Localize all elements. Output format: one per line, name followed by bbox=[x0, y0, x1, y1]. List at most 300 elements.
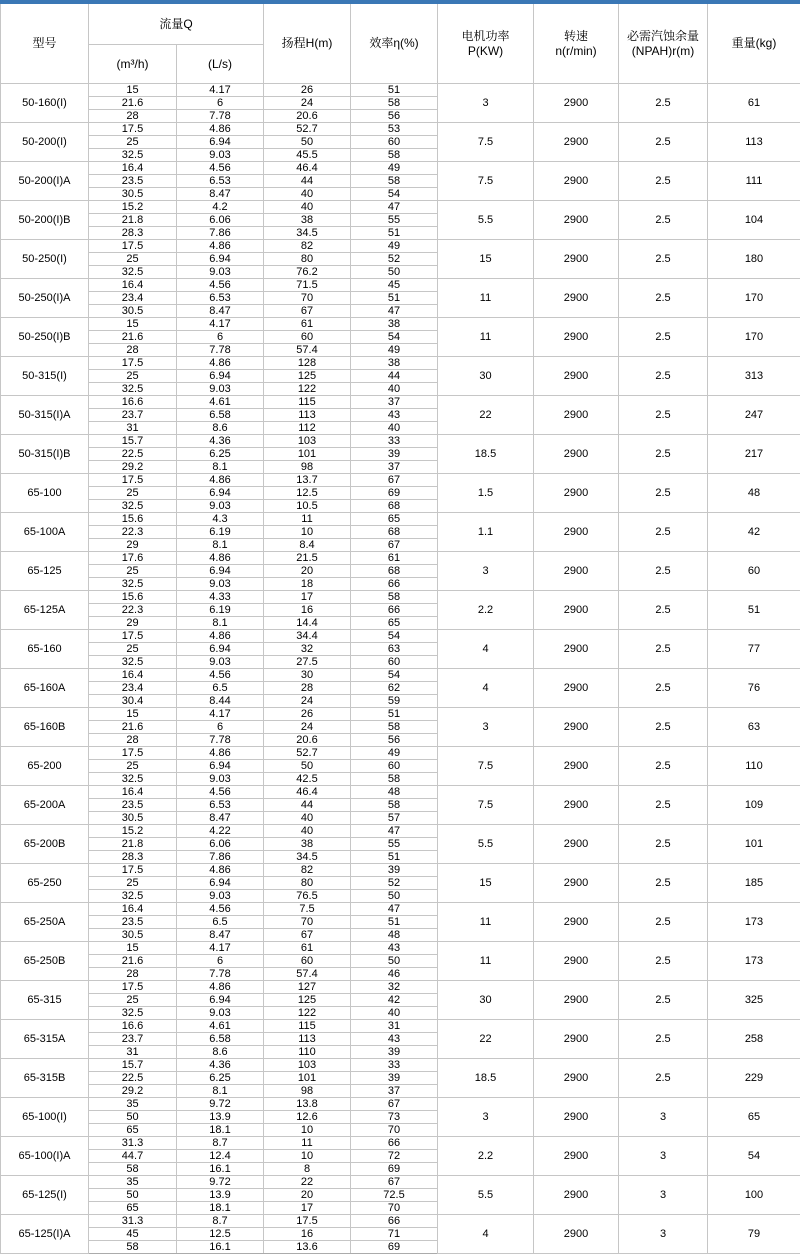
power-cell: 4 bbox=[438, 1215, 534, 1254]
flow-m3h-cell: 17.6 bbox=[89, 552, 177, 565]
head-cell: 103 bbox=[264, 435, 351, 448]
table-row bbox=[1, 1215, 800, 1228]
flow-m3h-cell: 30.5 bbox=[89, 188, 177, 201]
flow-ls-cell: 7.78 bbox=[177, 110, 264, 123]
header-npsh bbox=[619, 2, 708, 84]
header-efficiency: 效率η(%) bbox=[351, 2, 438, 84]
flow-m3h-cell: 25 bbox=[89, 487, 177, 500]
npsh-cell: 2.5 bbox=[619, 591, 708, 630]
head-cell: 22 bbox=[264, 1176, 351, 1189]
head-cell: 110 bbox=[264, 1046, 351, 1059]
npsh-cell: 2.5 bbox=[619, 318, 708, 357]
npsh-cell: 2.5 bbox=[619, 864, 708, 903]
flow-ls-cell: 6.94 bbox=[177, 136, 264, 149]
header-flow-group: 流量Q bbox=[89, 2, 264, 45]
npsh-cell: 2.5 bbox=[619, 747, 708, 786]
weight-cell: 63 bbox=[708, 708, 800, 747]
efficiency-cell: 68 bbox=[351, 500, 438, 513]
flow-ls-cell: 9.03 bbox=[177, 500, 264, 513]
weight-cell: 60 bbox=[708, 552, 800, 591]
flow-ls-cell: 4.86 bbox=[177, 240, 264, 253]
model-cell: 50-250(I)A bbox=[1, 279, 89, 318]
head-cell: 16 bbox=[264, 1228, 351, 1241]
power-cell: 5.5 bbox=[438, 1176, 534, 1215]
table-row bbox=[1, 552, 800, 565]
model-cell: 65-160A bbox=[1, 669, 89, 708]
flow-ls-cell: 9.03 bbox=[177, 656, 264, 669]
flow-ls-cell: 6.53 bbox=[177, 175, 264, 188]
flow-m3h-cell: 15 bbox=[89, 84, 177, 97]
efficiency-cell: 70 bbox=[351, 1202, 438, 1215]
model-cell: 65-315B bbox=[1, 1059, 89, 1098]
npsh-cell: 2.5 bbox=[619, 123, 708, 162]
flow-m3h-cell: 32.5 bbox=[89, 500, 177, 513]
header-flow-m3h: (m³/h) bbox=[89, 45, 177, 84]
flow-m3h-cell: 30.5 bbox=[89, 929, 177, 942]
flow-m3h-cell: 25 bbox=[89, 370, 177, 383]
efficiency-cell: 59 bbox=[351, 695, 438, 708]
power-cell: 7.5 bbox=[438, 786, 534, 825]
flow-ls-cell: 8.1 bbox=[177, 1085, 264, 1098]
efficiency-cell: 57 bbox=[351, 812, 438, 825]
header-row-1 bbox=[1, 2, 800, 45]
head-cell: 122 bbox=[264, 383, 351, 396]
head-cell: 61 bbox=[264, 318, 351, 331]
flow-m3h-cell: 15.6 bbox=[89, 591, 177, 604]
head-cell: 28 bbox=[264, 682, 351, 695]
power-cell: 1.1 bbox=[438, 513, 534, 552]
weight-cell: 76 bbox=[708, 669, 800, 708]
efficiency-cell: 45 bbox=[351, 279, 438, 292]
efficiency-cell: 31 bbox=[351, 1020, 438, 1033]
flow-m3h-cell: 15 bbox=[89, 942, 177, 955]
table-row bbox=[1, 1098, 800, 1111]
head-cell: 82 bbox=[264, 864, 351, 877]
head-cell: 34.5 bbox=[264, 227, 351, 240]
efficiency-cell: 40 bbox=[351, 383, 438, 396]
flow-ls-cell: 4.17 bbox=[177, 942, 264, 955]
head-cell: 16 bbox=[264, 604, 351, 617]
table-row bbox=[1, 630, 800, 643]
flow-m3h-cell: 17.5 bbox=[89, 630, 177, 643]
npsh-cell: 2.5 bbox=[619, 942, 708, 981]
speed-cell: 2900 bbox=[534, 747, 619, 786]
speed-cell: 2900 bbox=[534, 279, 619, 318]
flow-ls-cell: 4.36 bbox=[177, 1059, 264, 1072]
efficiency-cell: 53 bbox=[351, 123, 438, 136]
head-cell: 24 bbox=[264, 97, 351, 110]
efficiency-cell: 40 bbox=[351, 422, 438, 435]
efficiency-cell: 69 bbox=[351, 1241, 438, 1254]
npsh-cell: 2.5 bbox=[619, 669, 708, 708]
head-cell: 115 bbox=[264, 1020, 351, 1033]
table-row bbox=[1, 942, 800, 955]
efficiency-cell: 37 bbox=[351, 1085, 438, 1098]
flow-ls-cell: 9.03 bbox=[177, 578, 264, 591]
head-cell: 52.7 bbox=[264, 747, 351, 760]
npsh-cell: 2.5 bbox=[619, 396, 708, 435]
weight-cell: 61 bbox=[708, 84, 800, 123]
head-cell: 45.5 bbox=[264, 149, 351, 162]
speed-cell: 2900 bbox=[534, 513, 619, 552]
head-cell: 80 bbox=[264, 877, 351, 890]
head-cell: 10 bbox=[264, 1124, 351, 1137]
head-cell: 24 bbox=[264, 721, 351, 734]
flow-ls-cell: 9.03 bbox=[177, 890, 264, 903]
flow-m3h-cell: 45 bbox=[89, 1228, 177, 1241]
efficiency-cell: 58 bbox=[351, 721, 438, 734]
head-cell: 82 bbox=[264, 240, 351, 253]
flow-m3h-cell: 21.6 bbox=[89, 721, 177, 734]
flow-m3h-cell: 25 bbox=[89, 760, 177, 773]
flow-ls-cell: 8.47 bbox=[177, 929, 264, 942]
spec-table-body bbox=[1, 84, 800, 1254]
flow-ls-cell: 4.86 bbox=[177, 630, 264, 643]
flow-m3h-cell: 32.5 bbox=[89, 149, 177, 162]
head-cell: 80 bbox=[264, 253, 351, 266]
efficiency-cell: 61 bbox=[351, 552, 438, 565]
head-cell: 98 bbox=[264, 1085, 351, 1098]
efficiency-cell: 47 bbox=[351, 825, 438, 838]
head-cell: 21.5 bbox=[264, 552, 351, 565]
head-cell: 113 bbox=[264, 1033, 351, 1046]
power-cell: 4 bbox=[438, 669, 534, 708]
npsh-cell: 2.5 bbox=[619, 162, 708, 201]
efficiency-cell: 69 bbox=[351, 1163, 438, 1176]
head-cell: 128 bbox=[264, 357, 351, 370]
head-cell: 61 bbox=[264, 942, 351, 955]
head-cell: 34.5 bbox=[264, 851, 351, 864]
flow-ls-cell: 6 bbox=[177, 721, 264, 734]
flow-ls-cell: 6.25 bbox=[177, 448, 264, 461]
power-cell: 5.5 bbox=[438, 825, 534, 864]
flow-m3h-cell: 23.5 bbox=[89, 175, 177, 188]
head-cell: 10 bbox=[264, 1150, 351, 1163]
flow-ls-cell: 6.94 bbox=[177, 994, 264, 1007]
flow-ls-cell: 4.86 bbox=[177, 747, 264, 760]
speed-cell: 2900 bbox=[534, 942, 619, 981]
flow-m3h-cell: 15.6 bbox=[89, 513, 177, 526]
head-cell: 50 bbox=[264, 760, 351, 773]
flow-ls-cell: 8.1 bbox=[177, 461, 264, 474]
header-power bbox=[438, 2, 534, 84]
flow-ls-cell: 4.86 bbox=[177, 864, 264, 877]
table-row bbox=[1, 1020, 800, 1033]
npsh-cell: 2.5 bbox=[619, 513, 708, 552]
flow-ls-cell: 8.47 bbox=[177, 305, 264, 318]
flow-m3h-cell: 16.4 bbox=[89, 903, 177, 916]
table-row bbox=[1, 708, 800, 721]
efficiency-cell: 54 bbox=[351, 669, 438, 682]
flow-m3h-cell: 22.3 bbox=[89, 526, 177, 539]
table-row bbox=[1, 474, 800, 487]
efficiency-cell: 66 bbox=[351, 1215, 438, 1228]
header-power-line1: 电机功率 bbox=[461, 28, 510, 43]
table-row bbox=[1, 1059, 800, 1072]
efficiency-cell: 73 bbox=[351, 1111, 438, 1124]
npsh-cell: 2.5 bbox=[619, 357, 708, 396]
head-cell: 17.5 bbox=[264, 1215, 351, 1228]
flow-m3h-cell: 23.5 bbox=[89, 799, 177, 812]
efficiency-cell: 51 bbox=[351, 851, 438, 864]
head-cell: 8 bbox=[264, 1163, 351, 1176]
efficiency-cell: 51 bbox=[351, 292, 438, 305]
efficiency-cell: 47 bbox=[351, 201, 438, 214]
flow-m3h-cell: 16.4 bbox=[89, 279, 177, 292]
flow-m3h-cell: 31.3 bbox=[89, 1137, 177, 1150]
flow-ls-cell: 8.6 bbox=[177, 1046, 264, 1059]
flow-ls-cell: 9.72 bbox=[177, 1176, 264, 1189]
header-head: 扬程H(m) bbox=[264, 2, 351, 84]
head-cell: 113 bbox=[264, 409, 351, 422]
flow-ls-cell: 7.78 bbox=[177, 734, 264, 747]
efficiency-cell: 67 bbox=[351, 1098, 438, 1111]
head-cell: 20 bbox=[264, 565, 351, 578]
weight-cell: 77 bbox=[708, 630, 800, 669]
flow-m3h-cell: 32.5 bbox=[89, 578, 177, 591]
flow-ls-cell: 6.58 bbox=[177, 1033, 264, 1046]
efficiency-cell: 50 bbox=[351, 955, 438, 968]
model-cell: 65-125(I) bbox=[1, 1176, 89, 1215]
efficiency-cell: 47 bbox=[351, 903, 438, 916]
efficiency-cell: 67 bbox=[351, 1176, 438, 1189]
efficiency-cell: 51 bbox=[351, 708, 438, 721]
model-cell: 65-125(I)A bbox=[1, 1215, 89, 1254]
flow-m3h-cell: 21.8 bbox=[89, 214, 177, 227]
efficiency-cell: 50 bbox=[351, 266, 438, 279]
weight-cell: 65 bbox=[708, 1098, 800, 1137]
flow-m3h-cell: 21.8 bbox=[89, 838, 177, 851]
efficiency-cell: 58 bbox=[351, 591, 438, 604]
model-cell: 65-315 bbox=[1, 981, 89, 1020]
efficiency-cell: 51 bbox=[351, 84, 438, 97]
model-cell: 65-315A bbox=[1, 1020, 89, 1059]
flow-m3h-cell: 32.5 bbox=[89, 266, 177, 279]
speed-cell: 2900 bbox=[534, 1020, 619, 1059]
model-cell: 65-160B bbox=[1, 708, 89, 747]
efficiency-cell: 38 bbox=[351, 357, 438, 370]
flow-m3h-cell: 17.5 bbox=[89, 981, 177, 994]
table-row bbox=[1, 786, 800, 799]
efficiency-cell: 60 bbox=[351, 760, 438, 773]
head-cell: 40 bbox=[264, 825, 351, 838]
head-cell: 57.4 bbox=[264, 968, 351, 981]
flow-m3h-cell: 15.7 bbox=[89, 1059, 177, 1072]
table-row bbox=[1, 864, 800, 877]
power-cell: 18.5 bbox=[438, 435, 534, 474]
head-cell: 127 bbox=[264, 981, 351, 994]
flow-ls-cell: 12.5 bbox=[177, 1228, 264, 1241]
efficiency-cell: 39 bbox=[351, 1072, 438, 1085]
efficiency-cell: 65 bbox=[351, 617, 438, 630]
weight-cell: 325 bbox=[708, 981, 800, 1020]
efficiency-cell: 55 bbox=[351, 838, 438, 851]
flow-ls-cell: 4.56 bbox=[177, 279, 264, 292]
table-row bbox=[1, 513, 800, 526]
power-cell: 1.5 bbox=[438, 474, 534, 513]
speed-cell: 2900 bbox=[534, 1176, 619, 1215]
weight-cell: 173 bbox=[708, 903, 800, 942]
flow-ls-cell: 8.1 bbox=[177, 539, 264, 552]
flow-m3h-cell: 44.7 bbox=[89, 1150, 177, 1163]
weight-cell: 247 bbox=[708, 396, 800, 435]
flow-ls-cell: 8.47 bbox=[177, 812, 264, 825]
flow-ls-cell: 6.5 bbox=[177, 916, 264, 929]
weight-cell: 170 bbox=[708, 318, 800, 357]
efficiency-cell: 51 bbox=[351, 916, 438, 929]
power-cell: 11 bbox=[438, 903, 534, 942]
model-cell: 50-315(I) bbox=[1, 357, 89, 396]
flow-ls-cell: 4.17 bbox=[177, 318, 264, 331]
header-flow-ls: (L/s) bbox=[177, 45, 264, 84]
efficiency-cell: 48 bbox=[351, 786, 438, 799]
efficiency-cell: 49 bbox=[351, 747, 438, 760]
flow-m3h-cell: 16.4 bbox=[89, 669, 177, 682]
power-cell: 2.2 bbox=[438, 1137, 534, 1176]
power-cell: 30 bbox=[438, 981, 534, 1020]
weight-cell: 258 bbox=[708, 1020, 800, 1059]
flow-m3h-cell: 32.5 bbox=[89, 890, 177, 903]
model-cell: 65-125 bbox=[1, 552, 89, 591]
flow-m3h-cell: 23.5 bbox=[89, 916, 177, 929]
flow-ls-cell: 4.3 bbox=[177, 513, 264, 526]
head-cell: 13.8 bbox=[264, 1098, 351, 1111]
table-row bbox=[1, 318, 800, 331]
flow-ls-cell: 16.1 bbox=[177, 1163, 264, 1176]
efficiency-cell: 37 bbox=[351, 396, 438, 409]
power-cell: 11 bbox=[438, 318, 534, 357]
speed-cell: 2900 bbox=[534, 318, 619, 357]
head-cell: 101 bbox=[264, 1072, 351, 1085]
weight-cell: 217 bbox=[708, 435, 800, 474]
efficiency-cell: 58 bbox=[351, 97, 438, 110]
flow-m3h-cell: 16.4 bbox=[89, 162, 177, 175]
weight-cell: 109 bbox=[708, 786, 800, 825]
efficiency-cell: 56 bbox=[351, 110, 438, 123]
head-cell: 44 bbox=[264, 799, 351, 812]
flow-m3h-cell: 28 bbox=[89, 968, 177, 981]
table-row bbox=[1, 825, 800, 838]
speed-cell: 2900 bbox=[534, 591, 619, 630]
efficiency-cell: 62 bbox=[351, 682, 438, 695]
flow-ls-cell: 4.86 bbox=[177, 552, 264, 565]
speed-cell: 2900 bbox=[534, 903, 619, 942]
efficiency-cell: 38 bbox=[351, 318, 438, 331]
header-speed-line2: n(r/min) bbox=[555, 43, 597, 58]
model-cell: 65-200A bbox=[1, 786, 89, 825]
flow-ls-cell: 4.61 bbox=[177, 396, 264, 409]
head-cell: 30 bbox=[264, 669, 351, 682]
flow-ls-cell: 6.58 bbox=[177, 409, 264, 422]
flow-m3h-cell: 29.2 bbox=[89, 1085, 177, 1098]
flow-m3h-cell: 23.7 bbox=[89, 409, 177, 422]
head-cell: 20.6 bbox=[264, 110, 351, 123]
head-cell: 76.5 bbox=[264, 890, 351, 903]
efficiency-cell: 54 bbox=[351, 630, 438, 643]
flow-ls-cell: 6.94 bbox=[177, 370, 264, 383]
weight-cell: 101 bbox=[708, 825, 800, 864]
efficiency-cell: 49 bbox=[351, 240, 438, 253]
table-row bbox=[1, 396, 800, 409]
flow-m3h-cell: 32.5 bbox=[89, 1007, 177, 1020]
npsh-cell: 2.5 bbox=[619, 825, 708, 864]
power-cell: 3 bbox=[438, 84, 534, 123]
power-cell: 22 bbox=[438, 396, 534, 435]
head-cell: 67 bbox=[264, 929, 351, 942]
flow-m3h-cell: 31 bbox=[89, 422, 177, 435]
flow-m3h-cell: 22.5 bbox=[89, 1072, 177, 1085]
flow-ls-cell: 6 bbox=[177, 331, 264, 344]
head-cell: 98 bbox=[264, 461, 351, 474]
flow-ls-cell: 6 bbox=[177, 97, 264, 110]
head-cell: 101 bbox=[264, 448, 351, 461]
npsh-cell: 3 bbox=[619, 1176, 708, 1215]
flow-m3h-cell: 15.2 bbox=[89, 825, 177, 838]
flow-m3h-cell: 25 bbox=[89, 253, 177, 266]
speed-cell: 2900 bbox=[534, 864, 619, 903]
efficiency-cell: 54 bbox=[351, 188, 438, 201]
efficiency-cell: 60 bbox=[351, 656, 438, 669]
flow-ls-cell: 9.03 bbox=[177, 266, 264, 279]
efficiency-cell: 42 bbox=[351, 994, 438, 1007]
npsh-cell: 2.5 bbox=[619, 435, 708, 474]
npsh-cell: 2.5 bbox=[619, 201, 708, 240]
flow-ls-cell: 6 bbox=[177, 955, 264, 968]
speed-cell: 2900 bbox=[534, 396, 619, 435]
head-cell: 32 bbox=[264, 643, 351, 656]
flow-ls-cell: 4.86 bbox=[177, 981, 264, 994]
table-row bbox=[1, 357, 800, 370]
npsh-cell: 2.5 bbox=[619, 474, 708, 513]
flow-m3h-cell: 58 bbox=[89, 1241, 177, 1254]
efficiency-cell: 33 bbox=[351, 435, 438, 448]
weight-cell: 42 bbox=[708, 513, 800, 552]
flow-m3h-cell: 30.5 bbox=[89, 812, 177, 825]
flow-ls-cell: 7.78 bbox=[177, 344, 264, 357]
head-cell: 70 bbox=[264, 292, 351, 305]
weight-cell: 185 bbox=[708, 864, 800, 903]
head-cell: 76.2 bbox=[264, 266, 351, 279]
weight-cell: 79 bbox=[708, 1215, 800, 1254]
model-cell: 65-250B bbox=[1, 942, 89, 981]
speed-cell: 2900 bbox=[534, 123, 619, 162]
flow-ls-cell: 8.6 bbox=[177, 422, 264, 435]
table-row bbox=[1, 123, 800, 136]
efficiency-cell: 44 bbox=[351, 370, 438, 383]
power-cell: 2.2 bbox=[438, 591, 534, 630]
npsh-cell: 2.5 bbox=[619, 279, 708, 318]
efficiency-cell: 39 bbox=[351, 1046, 438, 1059]
flow-ls-cell: 7.86 bbox=[177, 851, 264, 864]
head-cell: 60 bbox=[264, 331, 351, 344]
efficiency-cell: 66 bbox=[351, 604, 438, 617]
flow-ls-cell: 6.94 bbox=[177, 877, 264, 890]
weight-cell: 180 bbox=[708, 240, 800, 279]
head-cell: 103 bbox=[264, 1059, 351, 1072]
flow-m3h-cell: 31.3 bbox=[89, 1215, 177, 1228]
table-row bbox=[1, 903, 800, 916]
npsh-cell: 2.5 bbox=[619, 630, 708, 669]
flow-m3h-cell: 28.3 bbox=[89, 227, 177, 240]
speed-cell: 2900 bbox=[534, 786, 619, 825]
head-cell: 40 bbox=[264, 812, 351, 825]
model-cell: 50-315(I)A bbox=[1, 396, 89, 435]
flow-m3h-cell: 21.6 bbox=[89, 955, 177, 968]
efficiency-cell: 43 bbox=[351, 1033, 438, 1046]
table-row bbox=[1, 1176, 800, 1189]
flow-m3h-cell: 30.4 bbox=[89, 695, 177, 708]
power-cell: 18.5 bbox=[438, 1059, 534, 1098]
